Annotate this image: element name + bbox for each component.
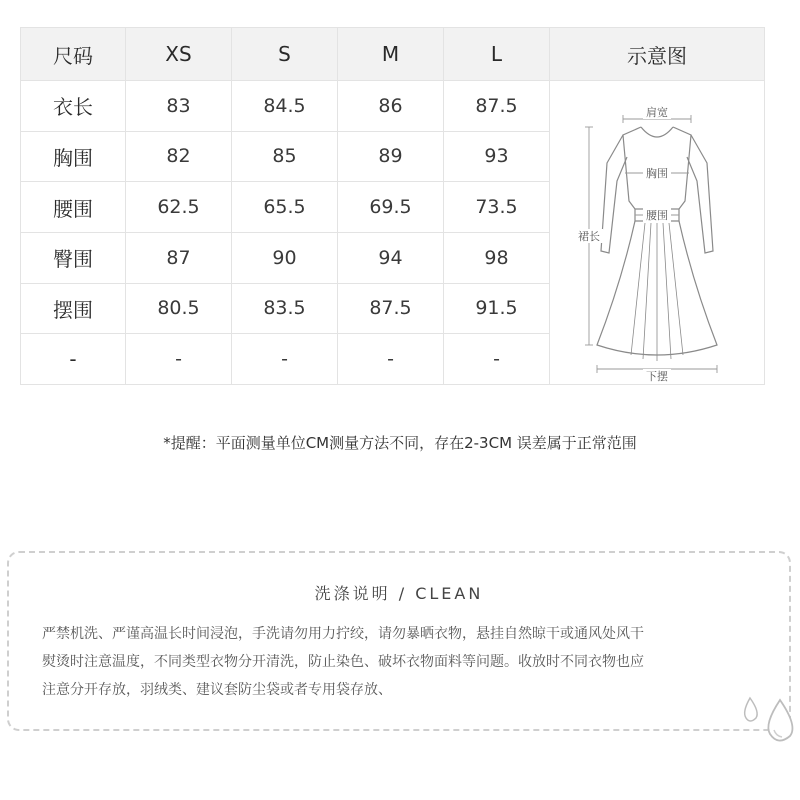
table-cell: - — [126, 334, 232, 385]
row-label: 衣长 — [21, 81, 126, 132]
row-label: - — [21, 334, 126, 385]
size-table — [20, 27, 765, 385]
water-drops-icon — [738, 690, 800, 750]
table-cell: 85 — [232, 131, 338, 182]
table-header-row — [21, 28, 765, 81]
table-cell: 69.5 — [338, 182, 444, 233]
row-label: 腰围 — [21, 182, 126, 233]
care-title: 洗涤说明 / CLEAN — [314, 584, 484, 603]
hem-label: 下摆 — [646, 369, 668, 383]
table-row — [21, 81, 765, 132]
table-cell: 94 — [338, 232, 444, 283]
measurement-reminder: *提醒：平面测量单位CM测量方法不同，存在2-3CM 误差属于正常范围 — [163, 434, 637, 452]
length-label: 裙长 — [578, 229, 600, 243]
table-cell: 62.5 — [126, 182, 232, 233]
table-cell: 80.5 — [126, 283, 232, 334]
table-cell: 82 — [126, 131, 232, 182]
dress-diagram-cell — [550, 81, 765, 385]
row-label: 臀围 — [21, 232, 126, 283]
header-s: S — [232, 28, 338, 81]
table-cell: 87.5 — [338, 283, 444, 334]
table-cell: 87 — [126, 232, 232, 283]
dress-neckline — [641, 127, 673, 137]
table-cell: - — [232, 334, 338, 385]
waist-label: 腰围 — [646, 208, 668, 222]
table-cell: 73.5 — [444, 182, 550, 233]
care-line: 熨烫时注意温度，不同类型衣物分开清洗，防止染色、破坏衣物面料等问题。收放时不同衣物也应 — [42, 654, 644, 670]
row-label: 胸围 — [21, 131, 126, 182]
dress-diagram — [557, 83, 757, 383]
table-cell: 93 — [444, 131, 550, 182]
dress-skirt-pleats — [631, 223, 683, 361]
header-l: L — [444, 28, 550, 81]
row-label: 摆围 — [21, 283, 126, 334]
table-cell: 90 — [232, 232, 338, 283]
table-cell: - — [338, 334, 444, 385]
table-cell: 87.5 — [444, 81, 550, 132]
table-cell: 91.5 — [444, 283, 550, 334]
chest-label: 胸围 — [646, 166, 668, 180]
care-line: 注意分开存放，羽绒类、建议套防尘袋或者专用袋存放、 — [42, 682, 392, 698]
shoulder-label: 肩宽 — [646, 105, 668, 119]
table-cell: 83.5 — [232, 283, 338, 334]
header-diagram: 示意图 — [550, 28, 765, 81]
header-size: 尺码 — [21, 28, 126, 81]
table-cell: 65.5 — [232, 182, 338, 233]
care-body — [42, 620, 772, 704]
header-m: M — [338, 28, 444, 81]
table-cell: 83 — [126, 81, 232, 132]
table-cell: - — [444, 334, 550, 385]
care-line: 严禁机洗、严谨高温长时间浸泡，手洗请勿用力拧绞，请勿暴晒衣物，悬挂自然晾干或通风处风干 — [42, 626, 644, 642]
care-instructions-box — [7, 551, 791, 731]
header-xs: XS — [126, 28, 232, 81]
table-cell: 86 — [338, 81, 444, 132]
table-cell: 98 — [444, 232, 550, 283]
table-cell: 84.5 — [232, 81, 338, 132]
dress-left-sleeve — [601, 135, 627, 253]
table-cell: 89 — [338, 131, 444, 182]
dress-right-sleeve — [687, 135, 713, 253]
